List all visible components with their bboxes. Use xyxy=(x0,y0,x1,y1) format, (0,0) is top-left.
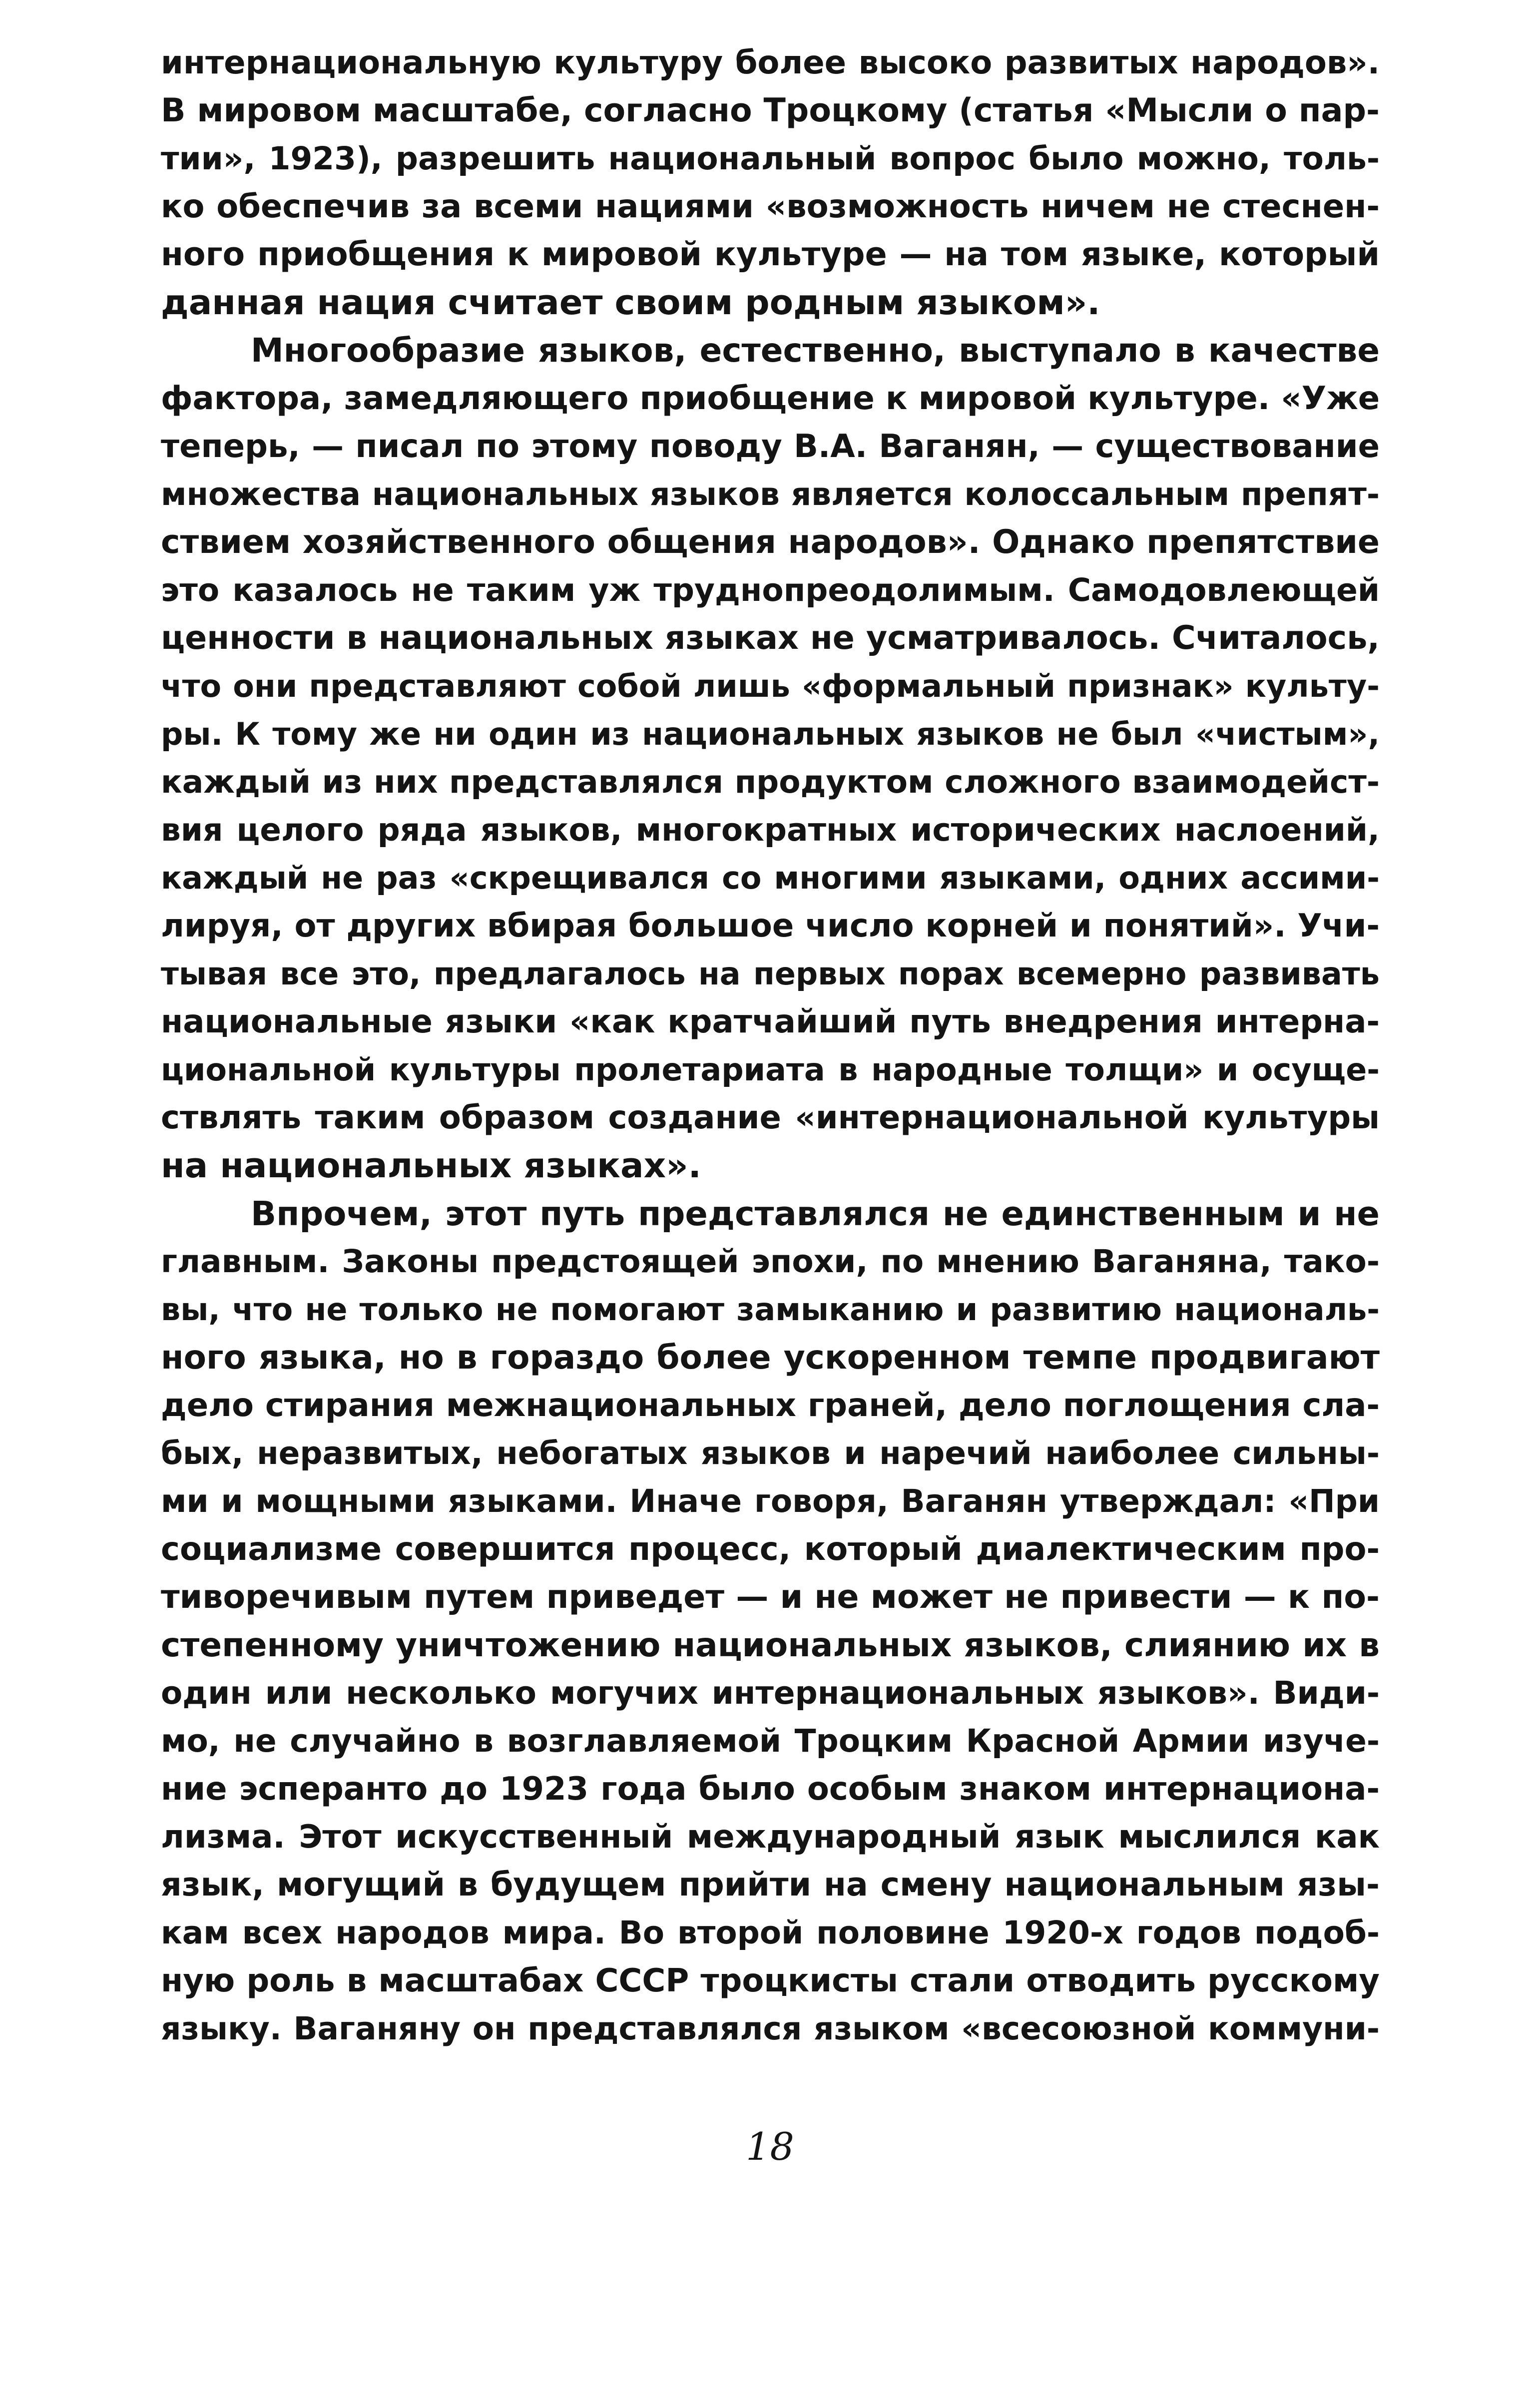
text-line: множества национальных языков является колоссальным препят- xyxy=(161,476,1380,512)
text-line: ную роль в масштабах СССР троцкисты стали отводить русскому xyxy=(161,1962,1380,1999)
text-line: национальные языки «как кратчайший путь внедрения интерна- xyxy=(161,1003,1380,1040)
text-line: данная нация считает своим родным языком». xyxy=(161,283,1100,323)
text-line: Многообразие языков, естественно, выступало в качестве xyxy=(251,331,1380,370)
text-line: один или несколько могучих интернациональных языков». Види- xyxy=(161,1675,1380,1711)
text-line: вы, что не только не помогают замыканию и развитию националь- xyxy=(161,1291,1380,1328)
text-line: язык, могущий в будущем прийти на смену национальным язы- xyxy=(161,1866,1380,1904)
text-line: ного языка, но в гораздо более ускоренном темпе продвигают xyxy=(161,1338,1380,1377)
text-line: социализме совершится процесс, который диалектическим про- xyxy=(161,1531,1380,1568)
text-line: языку. Ваганяну он представлялся языком «всесоюзной коммуни- xyxy=(161,2010,1380,2047)
page-number: 18 xyxy=(746,2124,794,2169)
text-line: тиворечивым путем приведет — и не может не привести — к по- xyxy=(161,1578,1380,1616)
text-line: на национальных языках». xyxy=(161,1146,701,1186)
text-line: ствием хозяйственного общения народов». Однако препятствие xyxy=(161,523,1380,561)
text-line: лируя, от других вбирая большое число корней и понятий». Учи- xyxy=(161,908,1380,945)
text-line: мо, не случайно в возглавляемой Троцким Красной Армии изуче- xyxy=(161,1723,1380,1759)
text-line: ценности в национальных языках не усматривалось. Считалось, xyxy=(161,619,1380,657)
body-text xyxy=(161,39,1380,2053)
text-line: В мировом масштабе, согласно Троцкому (статья «Мысли о пар- xyxy=(161,92,1380,129)
text-line: это казалось не таким уж труднопреодолимым. Самодовлеющей xyxy=(161,572,1380,608)
text-line: ного приобщения к мировой культуре — на том языке, который xyxy=(161,236,1380,273)
text-line: ние эсперанто до 1923 года было особым знаком интернациона- xyxy=(161,1771,1380,1808)
text-line: кам всех народов мира. Во второй половине 1920-х годов подоб- xyxy=(161,1915,1380,1951)
text-line: ми и мощными языками. Иначе говоря, Ваганян утверждал: «При xyxy=(161,1483,1380,1519)
text-line: степенному уничтожению национальных языков, слиянию их в xyxy=(161,1626,1380,1664)
text-line: теперь, — писал по этому поводу В.А. Ваганян, — существование xyxy=(161,428,1380,465)
text-line: интернациональную культуру более высоко развитых народов». xyxy=(161,44,1380,81)
text-line: ры. К тому же ни один из национальных языков не был «чистым», xyxy=(161,716,1380,752)
text-line: каждый не раз «скрещивался со многими языками, одних ассими- xyxy=(161,860,1380,896)
text-line: ко обеспечив за всеми нациями «возможность ничем не стеснен- xyxy=(161,188,1380,225)
text-line: лизма. Этот искусственный международный язык мыслился как xyxy=(161,1819,1380,1856)
text-line: главным. Законы предстоящей эпохи, по мнению Ваганяна, тако- xyxy=(161,1243,1380,1280)
text-line: тии», 1923), разрешить национальный вопрос было можно, толь- xyxy=(161,140,1380,177)
text-line: циональной культуры пролетариата в народные толщи» и осуще- xyxy=(161,1051,1380,1088)
text-line: что они представляют собой лишь «формальный признак» культу- xyxy=(161,668,1380,704)
text-line: Впрочем, этот путь представлялся не единственным и не xyxy=(251,1194,1380,1233)
text-line: тывая все это, предлагалось на первых порах всемерно развивать xyxy=(161,956,1380,992)
text-line: бых, неразвитых, небогатых языков и наречий наиболее сильны- xyxy=(161,1435,1380,1471)
text-line: дело стирания межнациональных граней, дело поглощения сла- xyxy=(161,1387,1380,1424)
text-line: ствлять таким образом создание «интернациональной культуры xyxy=(161,1099,1380,1136)
text-line: фактора, замедляющего приобщение к мировой культуре. «Уже xyxy=(161,380,1380,417)
text-line: вия целого ряда языков, многократных исторических наслоений, xyxy=(161,812,1380,848)
text-line: каждый из них представлялся продуктом сложного взаимодейст- xyxy=(161,764,1380,800)
